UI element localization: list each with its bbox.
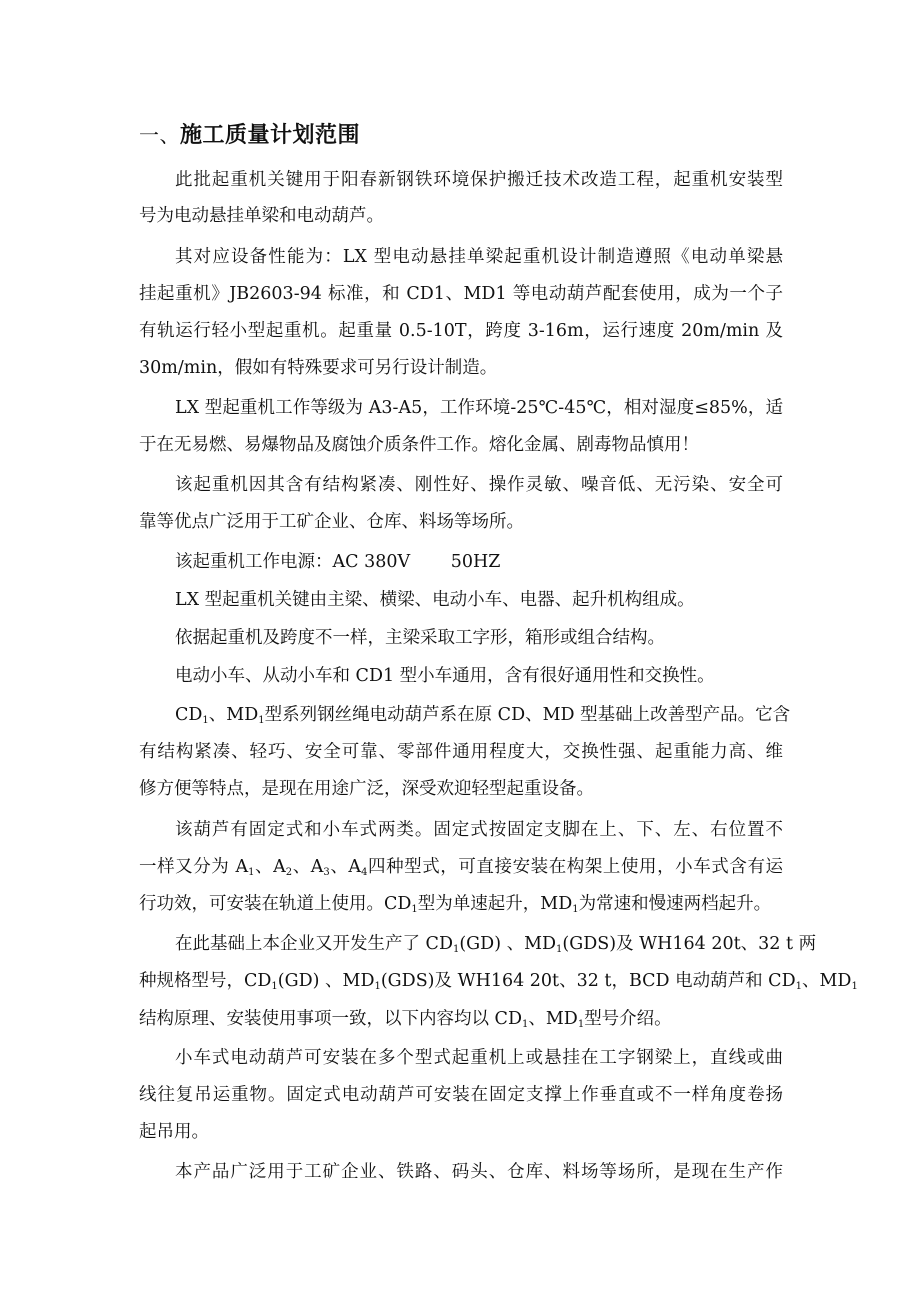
- paragraph-line: LX 型起重机工作等级为 A3-A5，工作环境-25℃-45℃，相对湿度≤85%，适: [175, 398, 783, 418]
- paragraph-line: 30m/min，假如有特殊要求可另行设计制造。: [139, 358, 498, 378]
- paragraph-line: 号为电动悬挂单梁和电动葫芦。: [139, 206, 384, 226]
- paragraph-line: 线往复吊运重物。固定式电动葫芦可安装在固定支撑上作垂直或不一样角度卷扬: [139, 1085, 783, 1105]
- paragraph-line: $CD_1$、$MD_1$型系列钢丝绳电动葫芦系在原 CD、MD 型基础上改善型产品。它含: [175, 705, 791, 726]
- paragraph-line: LX 型起重机关键由主梁、横梁、电动小车、电器、起升机构组成。: [175, 590, 695, 610]
- section-number: 一、: [139, 123, 180, 147]
- paragraph-line: 该起重机因其含有结构紧凑、刚性好、操作灵敏、噪音低、无污染、安全可: [175, 475, 783, 495]
- paragraph-line: 有结构紧凑、轻巧、安全可靠、零部件通用程度大，交换性强、起重能力高、维: [139, 742, 783, 762]
- paragraph-line: 起吊用。: [139, 1122, 209, 1142]
- paragraph-line: 此批起重机关键用于阳春新钢铁环境保护搬迁技术改造工程，起重机安装型: [175, 170, 783, 190]
- paragraph-line: 有轨运行轻小型起重机。起重量 0.5-10T，跨度 3-16m，运行速度 20m/min 及: [139, 321, 783, 341]
- paragraph-line: 在此基础上本企业又开发生产了 $CD_1(GD)$ 、$MD_1(GDS)$及 WH164 20t、32 t 两: [175, 934, 817, 955]
- section-title: 施工质量计划范围: [180, 122, 361, 148]
- paragraph-line: 结构原理、安装使用事项一致，以下内容均以 $CD_1$、$MD_1$型号介绍。: [139, 1009, 672, 1030]
- paragraph-line: 行功效，可安装在轨道上使用。$CD_1$型为单速起升，$MD_1$为常速和慢速两档起升。: [139, 894, 772, 915]
- paragraph-line: 于在无易燃、易爆物品及腐蚀介质条件工作。熔化金属、剧毒物品慎用！: [139, 435, 699, 455]
- paragraph-line: 本产品广泛用于工矿企业、铁路、码头、仓库、料场等场所，是现在生产作: [175, 1162, 783, 1182]
- paragraph-line: 修方便等特点，是现在用途广泛，深受欢迎轻型起重设备。: [139, 779, 594, 799]
- paragraph-line: 靠等优点广泛用于工矿企业、仓库、料场等场所。: [139, 512, 524, 532]
- paragraph-line: 种规格型号，$CD_1(GD)$ 、$MD_1(GDS)$及 WH164 20t、32 t，BCD 电动葫芦和 $CD_1$、$MD_1$: [139, 971, 858, 992]
- paragraph-line: 电动小车、从动小车和 CD1 型小车通用，含有很好通用性和交换性。: [175, 666, 715, 686]
- paragraph-line: 其对应设备性能为：LX 型电动悬挂单梁起重机设计制造遵照《电动单梁悬: [175, 247, 783, 267]
- paragraph-line: 该葫芦有固定式和小车式两类。固定式按固定支脚在上、下、左、右位置不: [175, 820, 783, 840]
- paragraph-line: 依据起重机及跨度不一样，主梁采取工字形，箱形或组合结构。: [175, 628, 665, 648]
- section-heading: [139, 118, 360, 149]
- paragraph-line: 该起重机工作电源：AC 380V 50HZ: [175, 552, 501, 572]
- paragraph-line: 挂起重机》JB2603-94 标准，和 CD1、MD1 等电动葫芦配套使用，成为一个子: [139, 284, 783, 304]
- paragraph-line: 小车式电动葫芦可安装在多个型式起重机上或悬挂在工字钢梁上，直线或曲: [175, 1048, 783, 1068]
- paragraph-line: 一样又分为 $A_1$、$A_2$、$A_3$、$A_4$四种型式，可直接安装在构架上使用，小车式含有运: [139, 857, 784, 878]
